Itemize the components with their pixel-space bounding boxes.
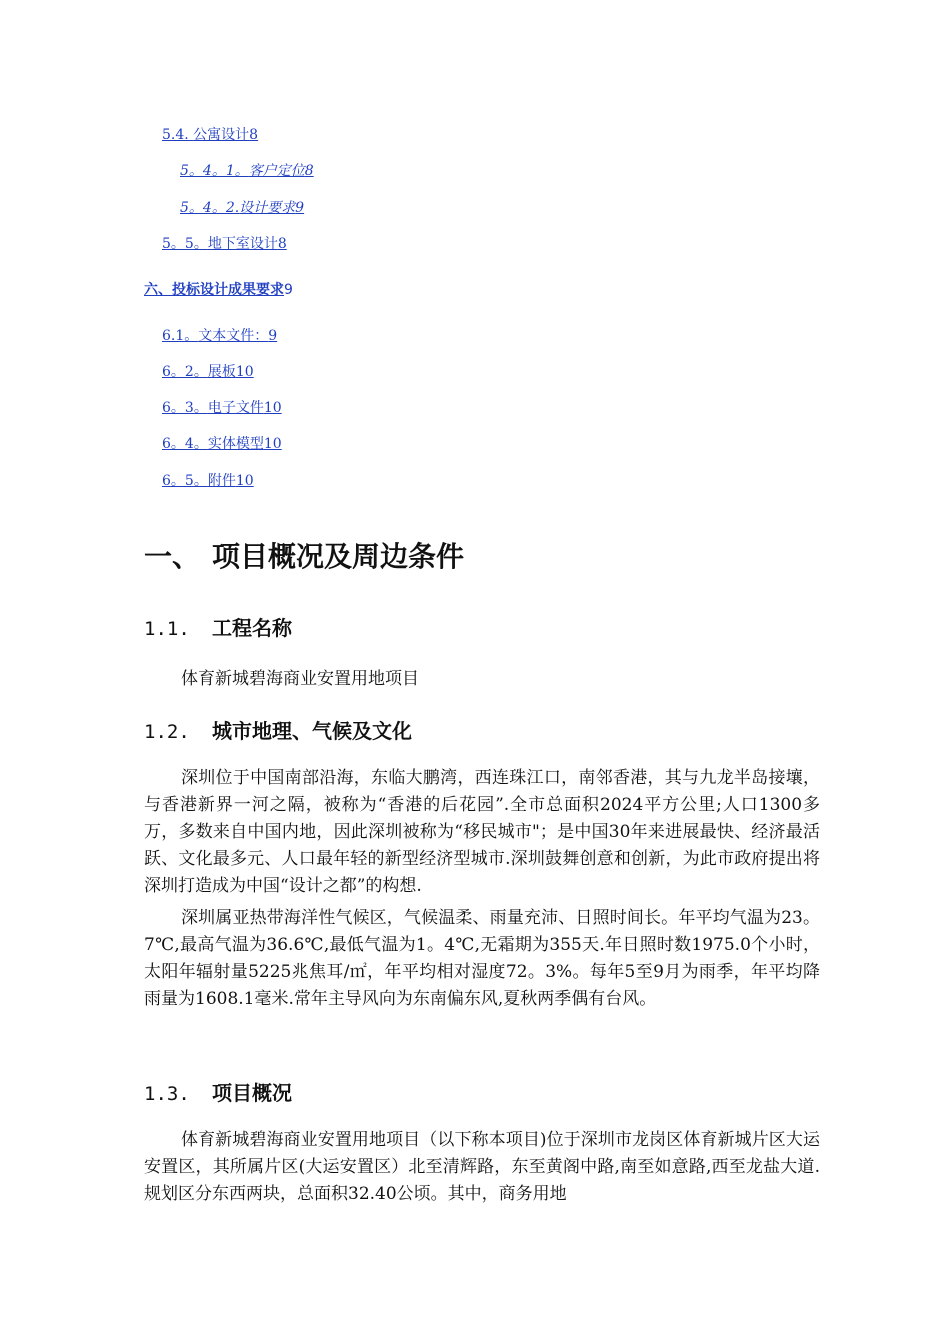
toc-page: 8 [249,127,259,143]
section-title: 工程名称 [212,616,292,640]
toc-page: 8 [277,236,287,252]
section-heading-1-2 [144,715,412,744]
toc-number: 6。5。 [162,473,208,489]
toc-page: 10 [263,436,282,452]
toc-label: 地下室设计 [207,236,278,252]
section-number: 1.1. [144,618,190,640]
toc-page: 8 [304,163,314,179]
toc-page: 10 [235,473,254,489]
toc-label: 文本文件： [198,328,269,344]
toc-number: 5。4。1。 [180,163,249,179]
toc-entry-6-1[interactable] [162,325,277,345]
toc-number: 6。2。 [162,364,208,380]
toc-number: 6.1。 [162,328,199,344]
toc-label: 实体模型 [207,436,264,452]
toc-entry-chapter-6[interactable] [144,279,293,299]
section-title: 项目概况 [212,1081,292,1105]
toc-label: 客户定位 [248,163,305,179]
toc-number: 5.4. [162,127,194,143]
toc-label: 投标设计成果要求 [172,282,284,298]
toc-entry-6-5[interactable] [162,470,254,490]
toc-number: 六、 [144,282,172,298]
chapter-title: 项目概况及周边条件 [212,540,465,573]
toc-page: 9 [295,200,305,216]
toc-entry-6-4[interactable] [162,433,282,453]
toc-entry-6-3[interactable] [162,397,282,417]
toc-number: 5。5。 [162,236,208,252]
section-number: 1.3. [144,1083,190,1105]
toc-label: 附件 [207,473,236,489]
toc-entry-5-4-1[interactable] [180,160,314,180]
toc-label: 展板 [207,364,236,380]
chapter-heading [144,535,464,575]
toc-number: 6。3。 [162,400,208,416]
toc-label: 设计要求 [239,200,296,216]
paragraph-overview: 体育新城碧海商业安置用地项目（以下称本项目)位于深圳市龙岗区体育新城片区大运安置区，其所属片区(大运安置区）北至清辉路，东至黄阁中路,南至如意路,西至龙盐大道.规划区分东西两块，总面积32.40公顷。其中，商务用地 [144,1130,820,1204]
toc-page: 10 [235,364,254,380]
section-heading-1-1 [144,612,292,641]
section-number: 1.2. [144,721,190,743]
toc-entry-5-4[interactable] [162,124,258,144]
toc-number: 5。4。2. [180,200,240,216]
project-name-text: 体育新城碧海商业安置用地项目 [181,669,419,689]
toc-number: 6。4。 [162,436,208,452]
section-heading-1-3 [144,1077,292,1106]
toc-page: 9 [268,328,278,344]
paragraph-climate: 深圳属亚热带海洋性气候区，气候温柔、雨量充沛、日照时间长。年平均气温为23。7℃,最高气温为36.6℃,最低气温为1。4℃,无霜期为355天.年日照时数1975.0个小时，太阳年辐射量5225兆焦耳/㎡，年平均相对湿度72。3%。每年5至9月为雨季，年平均降雨量为1608.1毫米.常年主导风向为东南偏东风,夏秋两季偶有台风。 [144,908,820,1009]
toc-entry-5-4-2[interactable] [180,197,304,217]
chapter-number: 一、 [144,540,201,573]
paragraph-geography: 深圳位于中国南部沿海，东临大鹏湾，西连珠江口，南邻香港，其与九龙半岛接壤，与香港新界一河之隔，被称为“香港的后花园”.全市总面积2024平方公里;人口1300多万，多数来自中国内地，因此深圳被称为“移民城市"；是中国30年来进展最快、经济最活跃、文化最多元、人口最年轻的新型经济型城市.深圳鼓舞创意和创新，为此市政府提出将深圳打造成为中国“设计之都”的构想. [144,768,820,896]
toc-label: 公寓设计 [193,127,250,143]
toc-label: 电子文件 [207,400,264,416]
toc-entry-6-2[interactable] [162,361,254,381]
toc-page: 10 [263,400,282,416]
toc-entry-5-5[interactable] [162,233,287,253]
toc-page: 9 [284,282,293,298]
section-title: 城市地理、气候及文化 [212,719,412,743]
